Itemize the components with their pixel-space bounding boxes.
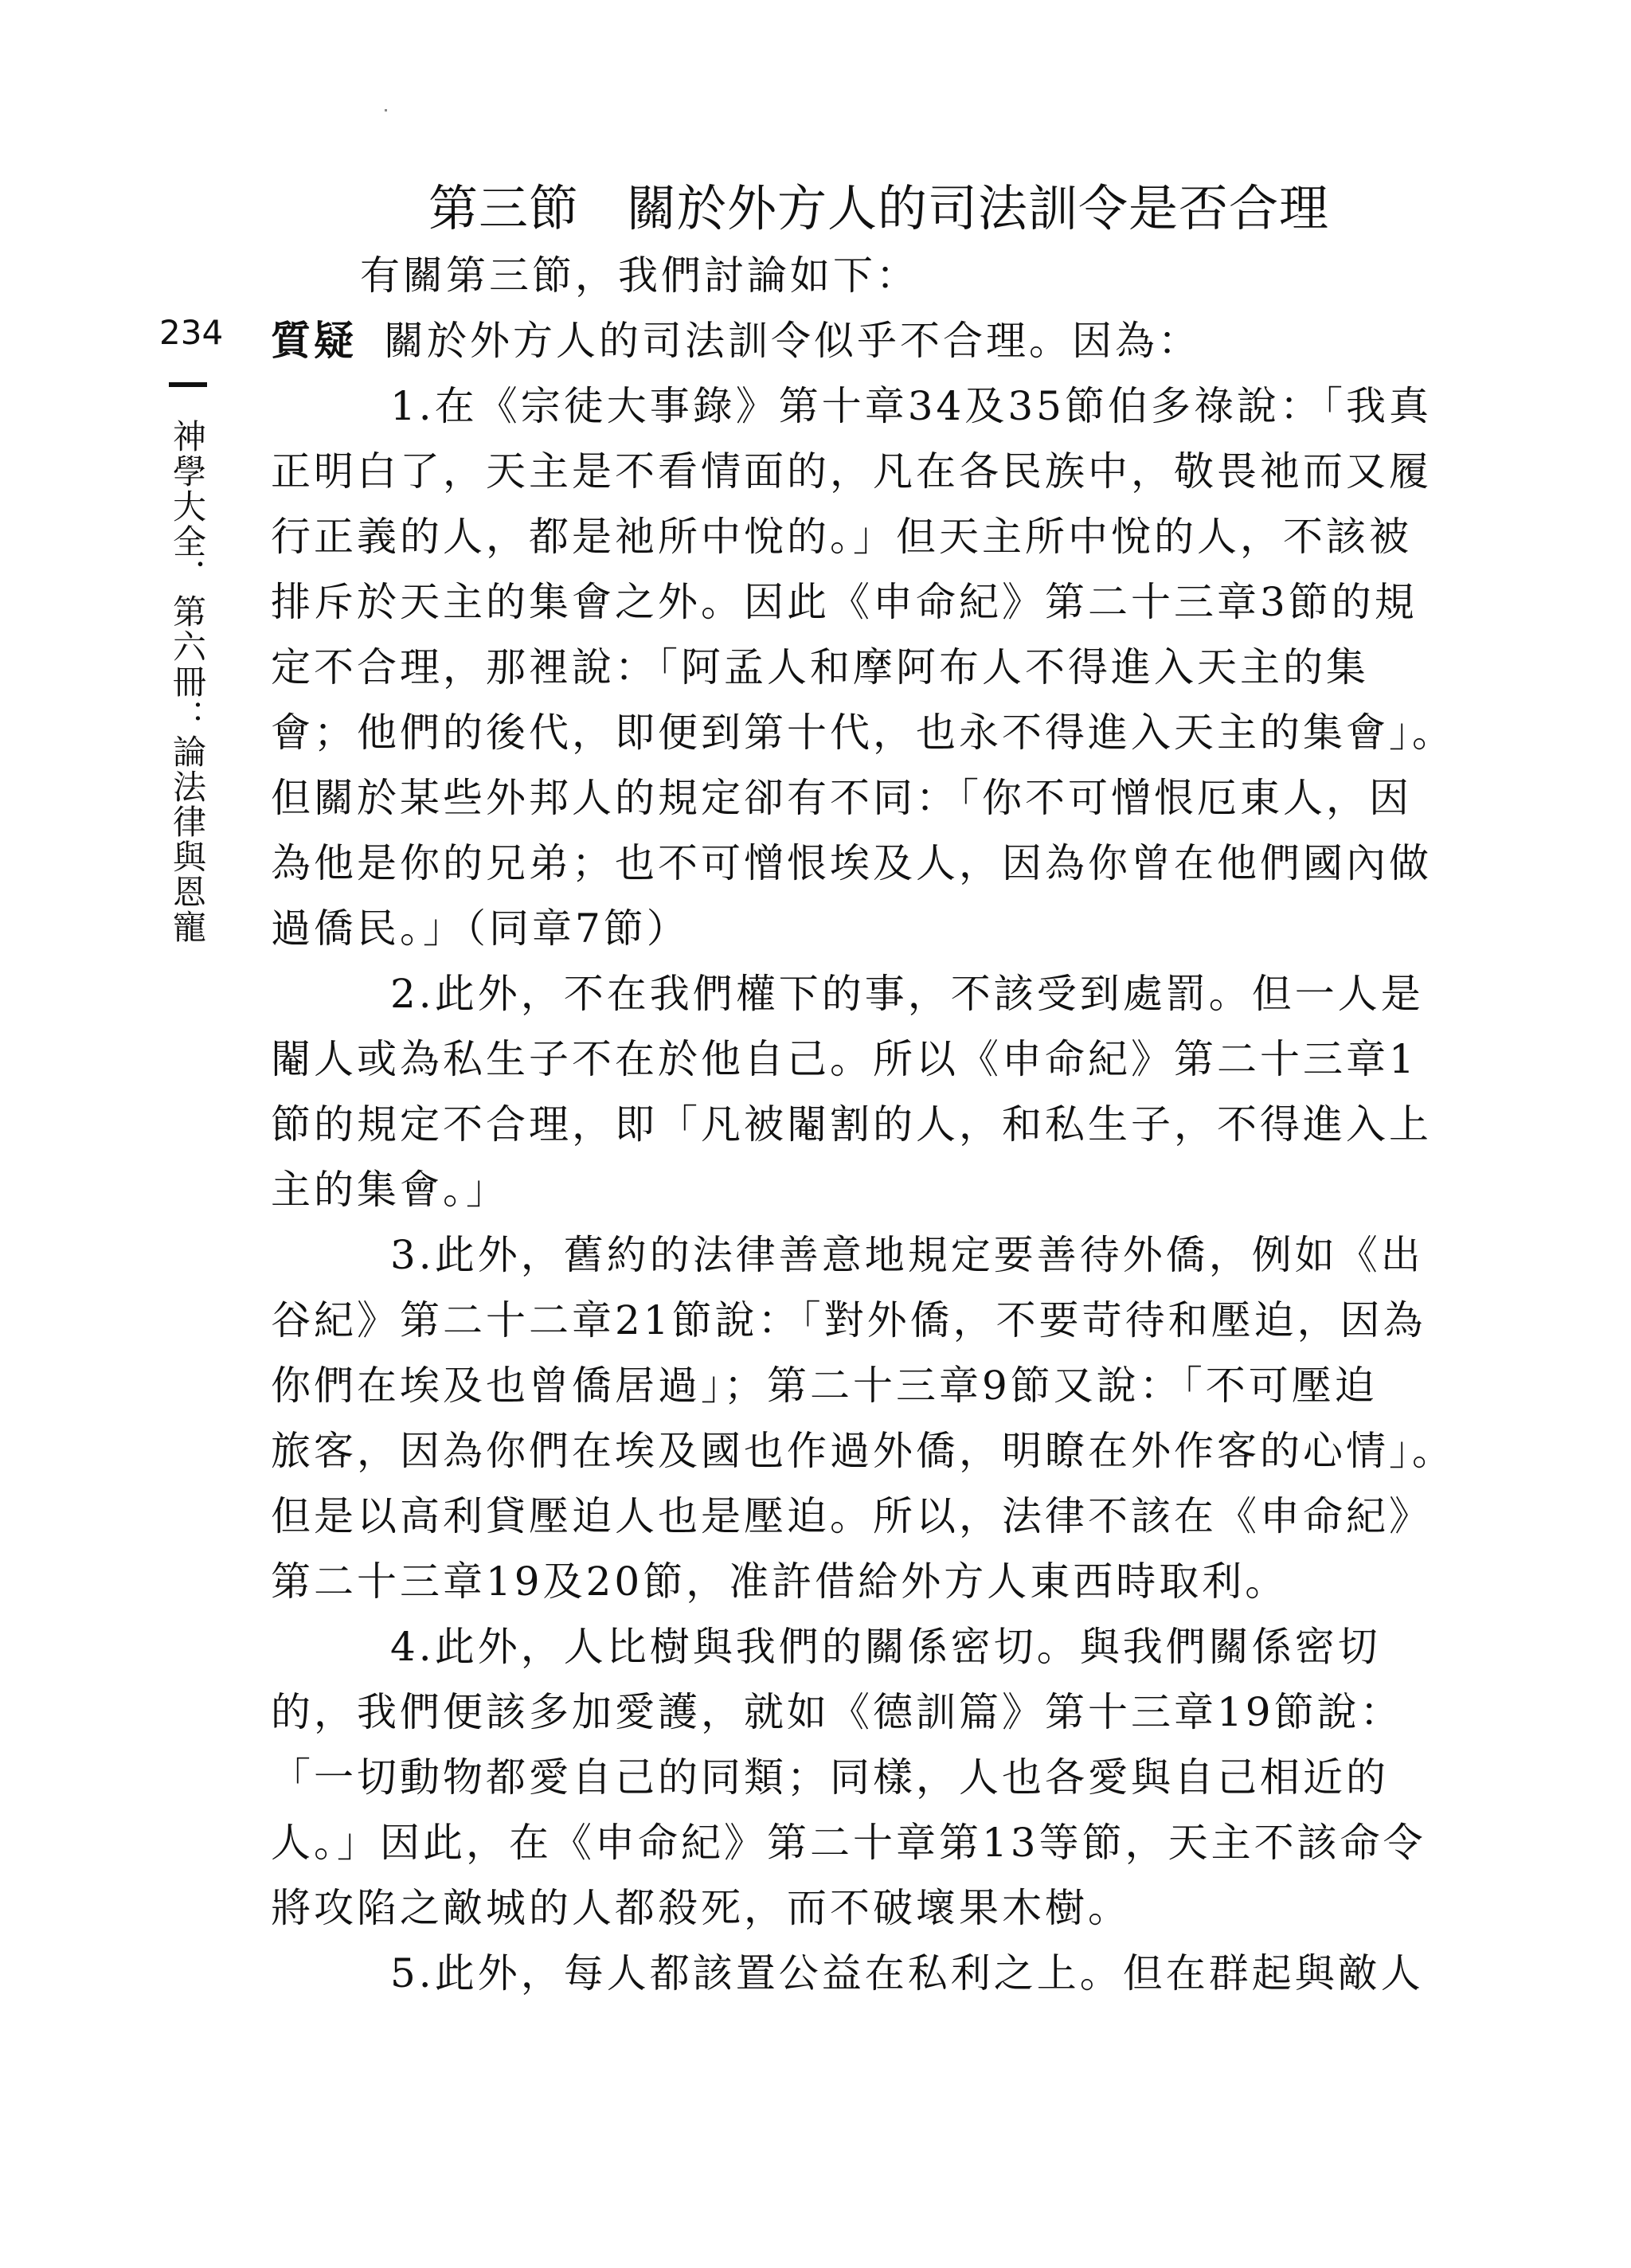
intro-line: 有關第三節，我們討論如下： <box>360 252 919 299</box>
text-line: 行正義的人，都是祂所中悅的。」但天主所中悅的人，不該被 <box>271 514 1412 560</box>
text-line: 的，我們便該多加愛護，就如《德訓篇》第十三章19節說： <box>271 1689 1403 1735</box>
question-text: 關於外方人的司法訓令似乎不合理。因為： <box>384 318 1201 364</box>
page-number: 234 <box>159 313 224 352</box>
body-text <box>271 243 1455 2006</box>
text-line: 過僑民。」（同章7節） <box>271 905 690 952</box>
text-line: 排斥於天主的集會之外。因此《申命紀》第二十三章3節的規 <box>271 579 1418 625</box>
text-line: 你們在埃及也曾僑居過」；第二十三章9節又說：「不可壓迫 <box>271 1363 1378 1409</box>
text-line: 會；他們的後代，即便到第十代，也永不得進入天主的集會」。 <box>271 710 1455 756</box>
text-line: 為他是你的兄弟；也不可憎恨埃及人，因為你曾在他們國內做 <box>271 840 1432 886</box>
text-line: 1.在《宗徒大事錄》第十章34及35節伯多祿說：「我真 <box>390 383 1432 429</box>
scan-speck <box>385 109 387 111</box>
text-line: 正明白了，天主是不看情面的，凡在各民族中，敬畏祂而又履 <box>271 448 1432 495</box>
text-line: 人。」因此，在《申命紀》第二十章第13等節，天主不該命令 <box>271 1820 1426 1866</box>
question-label: 質疑 <box>271 318 357 364</box>
text-line: 5.此外，每人都該置公益在私利之上。但在群起與敵人 <box>390 1950 1424 1996</box>
text-line: 3.此外，舊約的法律善意地規定要善待外僑，例如《出 <box>390 1232 1424 1278</box>
text-line: 節的規定不合理，即「凡被閹割的人，和私生子，不得進入上 <box>271 1101 1432 1148</box>
question-line <box>271 308 1441 373</box>
text-line: 第二十三章19及20節，准許借給外方人東西時取利。 <box>271 1558 1289 1605</box>
text-line: 4.此外，人比樹與我們的關係密切。與我們關係密切 <box>390 1624 1381 1670</box>
text-line: 閹人或為私生子不在於他自己。所以《申命紀》第二十三章1 <box>271 1036 1418 1082</box>
text-line: 主的集會。」 <box>271 1167 509 1213</box>
section-number: 第三節 <box>428 179 580 237</box>
text-line: 將攻陷之敵城的人都殺死，而不破壞果木樹。 <box>271 1885 1131 1931</box>
section-heading <box>428 169 1329 240</box>
margin-rule <box>169 382 207 387</box>
text-line: 「一切動物都愛自己的同類；同樣，人也各愛與自己相近的 <box>271 1754 1389 1801</box>
text-line: 但是以高利貸壓迫人也是壓迫。所以，法律不該在《申命紀》 <box>271 1493 1432 1539</box>
text-line: 谷紀》第二十二章21節說：「對外僑，不要苛待和壓迫，因為 <box>271 1297 1426 1343</box>
text-line: 旅客，因為你們在埃及國也作過外僑，明瞭在外作客的心情」。 <box>271 1428 1455 1474</box>
section-title: 關於外方人的司法訓令是否合理 <box>627 179 1330 237</box>
text-line: 定不合理，那裡說：「阿孟人和摩阿布人不得進入天主的集 <box>271 644 1369 690</box>
text-line: 2.此外，不在我們權下的事，不該受到處罰。但一人是 <box>390 971 1424 1017</box>
text-line: 但關於某些外邦人的規定卻有不同：「你不可憎恨厄東人，因 <box>271 775 1412 821</box>
running-title: 神學大全．第六冊：論法律與恩寵 <box>168 419 207 944</box>
